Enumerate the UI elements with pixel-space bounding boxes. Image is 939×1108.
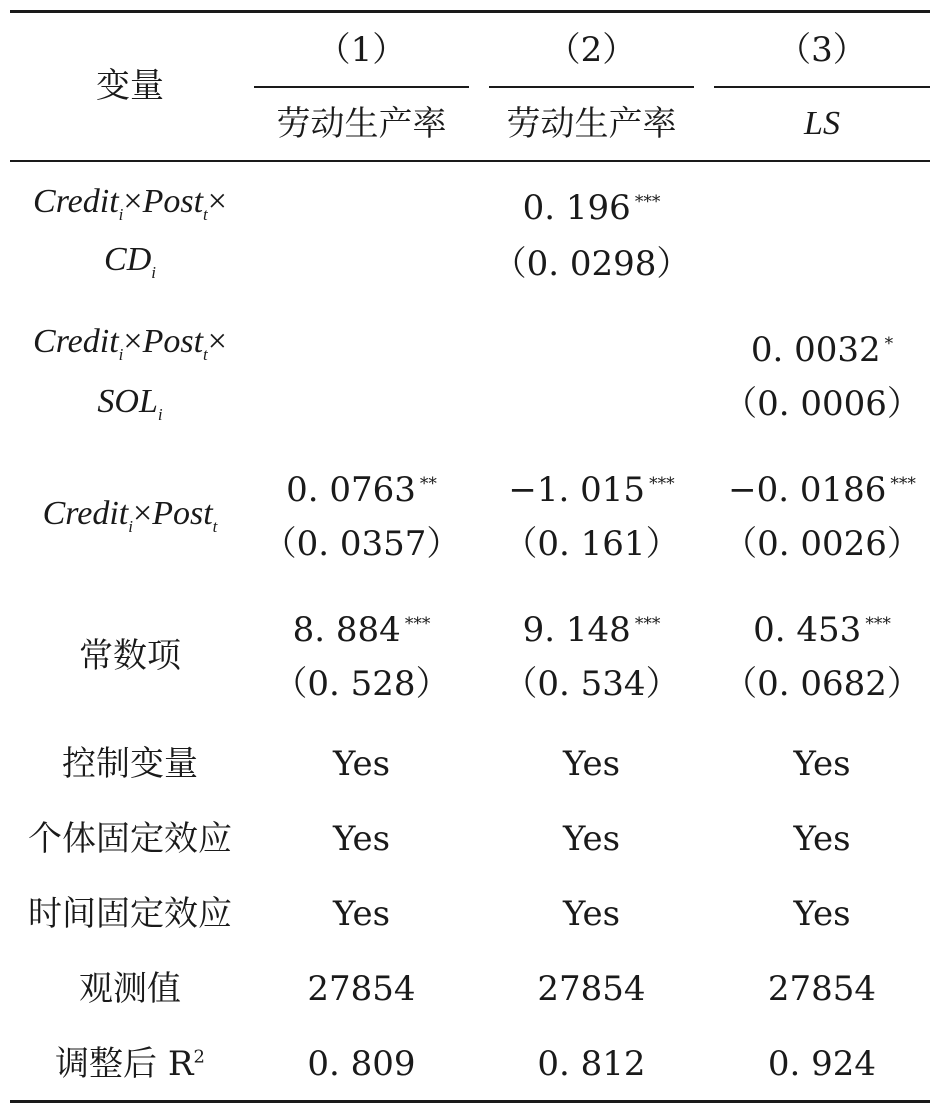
column-2-number: （2） — [546, 30, 637, 70]
row-label-time-fe: 时间固定效应 — [28, 894, 232, 934]
header-rule — [10, 160, 930, 162]
constant-c3-se: （0. 0682） — [723, 664, 921, 704]
credit-post-c1-coef: 0. 0763 ** — [286, 470, 437, 510]
top-rule — [10, 10, 930, 13]
controls-c3: Yes — [793, 744, 851, 784]
time-fe-c3: Yes — [793, 894, 851, 934]
individual-fe-c1: Yes — [332, 819, 391, 859]
credit-post-c2-coef: −1. 015 *** — [508, 470, 675, 510]
row-label-observations: 观测值 — [79, 969, 181, 1009]
adj-r2-c2: 0. 812 — [537, 1044, 646, 1084]
constant-c3-coef: 0. 453 *** — [753, 610, 891, 650]
time-fe-c1: Yes — [332, 894, 391, 934]
controls-c1: Yes — [332, 744, 391, 784]
observations-c1: 27854 — [307, 969, 416, 1009]
constant-c2-coef: 9. 148 *** — [522, 610, 661, 650]
credit-post-c1-se: （0. 0357） — [262, 524, 461, 564]
column-group-rule-1 — [254, 86, 469, 88]
sol-c3-coef: 0. 0032 * — [750, 330, 894, 370]
observations-c3: 27854 — [767, 969, 877, 1009]
times-symbol: × — [133, 495, 153, 532]
row-label-sol-interaction-line2: $SOL_i$ — [97, 383, 163, 424]
adj-r2-c3: 0. 924 — [767, 1044, 877, 1084]
column-group-rule-2 — [489, 86, 694, 88]
row-label-individual-fe: 个体固定效应 — [28, 819, 232, 859]
constant-c1-se: （0. 528） — [273, 664, 450, 704]
credit-post-c2-se: （0. 161） — [503, 524, 680, 564]
column-group-rule-3 — [714, 86, 930, 88]
individual-fe-c2: Yes — [562, 819, 621, 859]
observations-c2: 27854 — [537, 969, 646, 1009]
times-symbol: × — [123, 323, 143, 360]
row-label-cd-interaction-line1: Credit$_i$×Post$_t$× — [33, 183, 227, 224]
row-label-cd-interaction-line2: $CD_i$ — [104, 241, 156, 282]
header-variable-label: 变量 — [96, 66, 164, 106]
constant-c2-se: （0. 534） — [503, 664, 680, 704]
times-symbol: × — [207, 183, 227, 220]
controls-c2: Yes — [562, 744, 621, 784]
cd-c2-se: （0. 0298） — [492, 244, 691, 284]
times-symbol: × — [123, 183, 143, 220]
row-label-sol-interaction-line1: Credit$_i$×Post$_t$× — [33, 323, 227, 364]
row-label-constant: 常数项 — [79, 636, 181, 676]
individual-fe-c3: Yes — [793, 819, 851, 859]
sol-c3-se: （0. 0006） — [723, 384, 921, 424]
column-3-dependent: LS — [804, 105, 840, 142]
times-symbol: × — [207, 323, 227, 360]
adj-r2-c1: 0. 809 — [307, 1044, 416, 1084]
credit-post-c3-se: （0. 0026） — [723, 524, 921, 564]
row-label-credit-post: Credit$_i$×Post$_t$ — [42, 495, 218, 536]
column-3-number: （3） — [777, 30, 867, 70]
row-label-controls: 控制变量 — [62, 744, 198, 784]
bottom-rule — [10, 1100, 930, 1103]
column-1-number: （1） — [316, 30, 407, 70]
constant-c1-coef: 8. 884 *** — [292, 610, 431, 650]
row-label-adj-r2: 调整后 $R^2$ — [55, 1044, 205, 1084]
time-fe-c2: Yes — [562, 894, 621, 934]
column-2-dependent: 劳动生产率 — [506, 104, 677, 144]
column-1-dependent: 劳动生产率 — [276, 104, 447, 144]
cd-c2-coef: 0. 196 *** — [522, 188, 661, 228]
credit-post-c3-coef: −0. 0186 *** — [728, 470, 916, 510]
